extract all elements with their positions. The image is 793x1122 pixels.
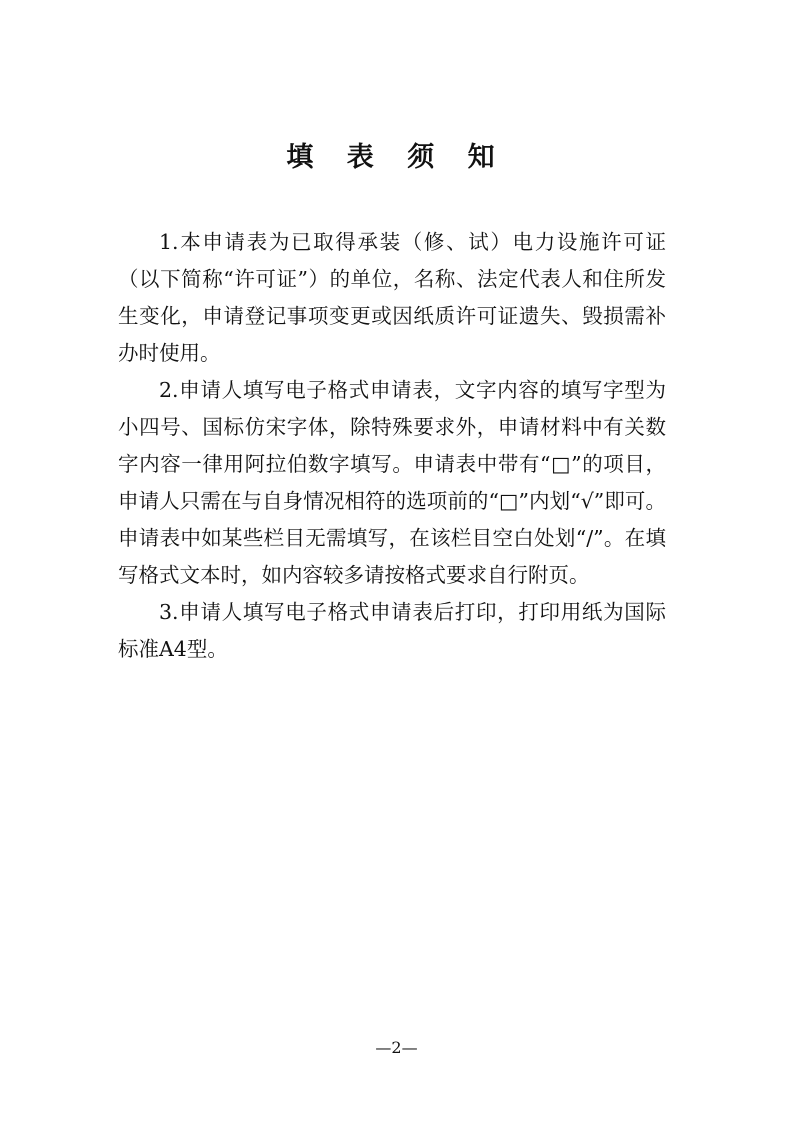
instruction-paragraph-1: 1.本申请表为已取得承装（修、试）电力设施许可证（以下简称“许可证”）的单位，名称、法定代表人和住所发生变化，申请登记事项变更或因纸质许可证遗失、毁损需补办时使用。 (118, 230, 666, 365)
instruction-paragraph-3: 3.申请人填写电子格式申请表后打印，打印用纸为国际标准A4型。 (118, 600, 666, 661)
page-number: —2— (375, 1038, 418, 1057)
instruction-paragraph-2: 2.申请人填写电子格式申请表，文字内容的填写字型为小四号、国标仿宋字体，除特殊要求外，申请材料中有关数字内容一律用阿拉伯数字填写。申请表中带有“□”的项目，申请人只需在与自身情况相符的选项前的“□”内划“√”即可。申请表中如某些栏目无需填写，在该栏目空白处划“/”。在填写格式文本时，如内容较多请按格式要求自行附页。 (118, 378, 666, 587)
instructions-body (118, 224, 666, 668)
page-title: 填 表 须 知 (286, 142, 507, 173)
